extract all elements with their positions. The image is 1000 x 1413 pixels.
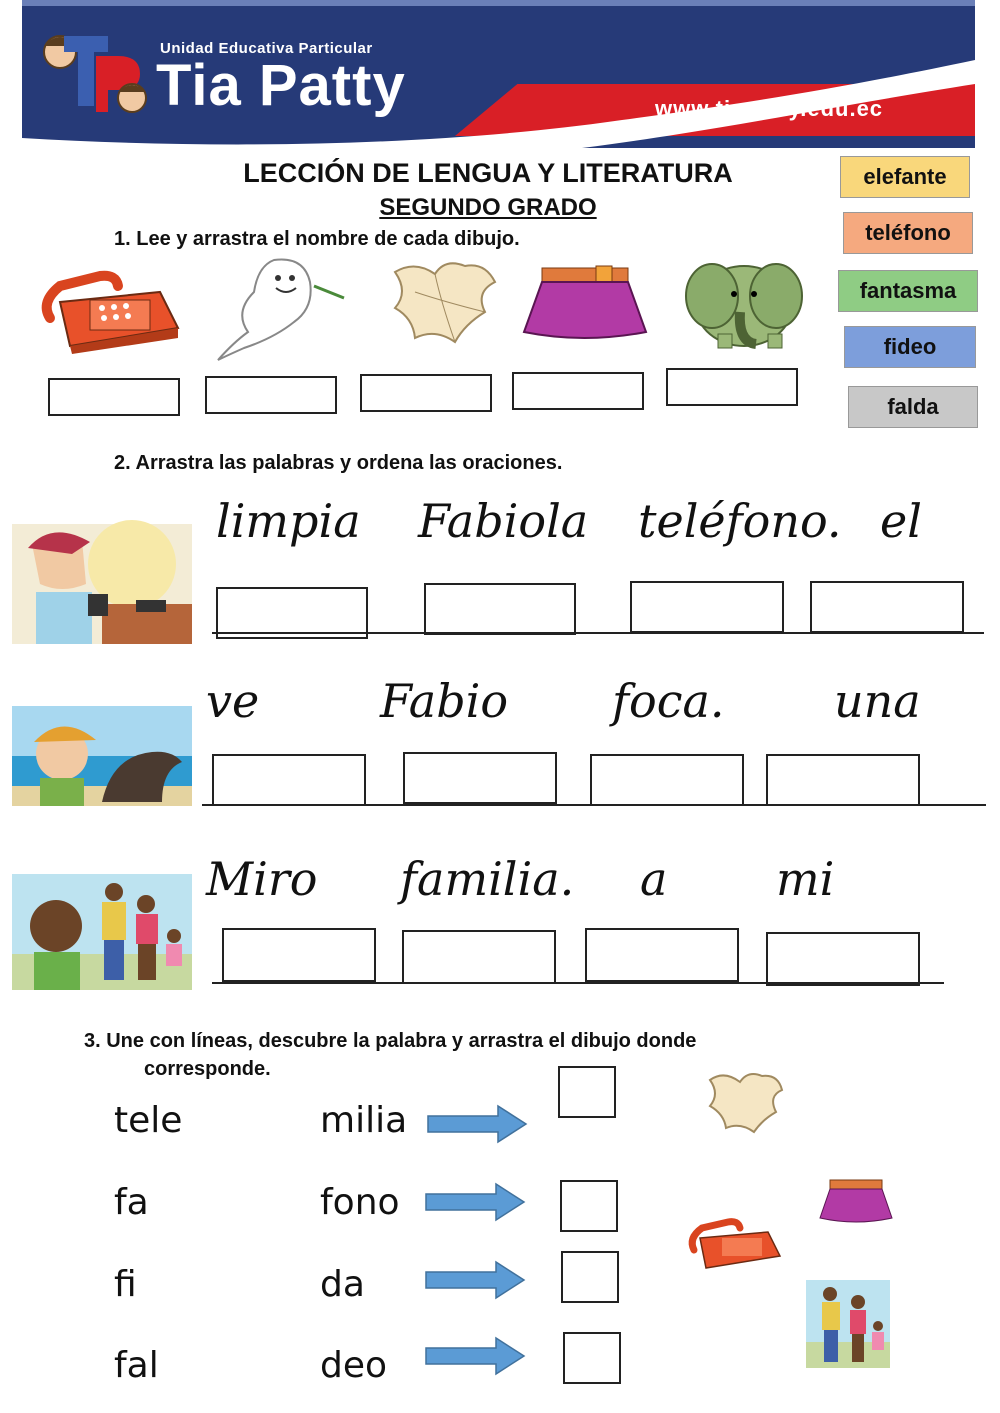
ghost-picture[interactable]: [214, 252, 354, 362]
right-syllable-1[interactable]: milia: [320, 1100, 408, 1141]
sentence3-word4: mi: [776, 852, 835, 906]
drop-box-3[interactable]: [561, 1251, 619, 1303]
sentence1-word3: teléfono.: [638, 494, 842, 548]
sentence1-box4[interactable]: [810, 581, 964, 633]
arrow-icon: [426, 1336, 526, 1376]
sentence2-box2[interactable]: [403, 752, 557, 804]
answer-box-ghost[interactable]: [205, 376, 337, 414]
drag-family-picture[interactable]: [806, 1280, 890, 1368]
sentence2-word3: foca.: [612, 674, 725, 728]
sentence3-box1[interactable]: [222, 928, 376, 982]
sentence1-word4: el: [880, 494, 922, 548]
section3-instruction-cont: corresponde.: [144, 1058, 271, 1080]
sentence3-word2: familia.: [400, 852, 575, 906]
drag-telephone-picture[interactable]: [688, 1218, 782, 1270]
right-syllable-3[interactable]: da: [320, 1264, 365, 1305]
sentence3-box3[interactable]: [585, 928, 739, 982]
sentence2-box4[interactable]: [766, 754, 920, 806]
arrow-icon: [426, 1260, 526, 1300]
school-logo: [36, 26, 156, 116]
word-tile-fantasma[interactable]: fantasma: [838, 270, 978, 312]
drop-box-1[interactable]: [558, 1066, 616, 1118]
arrow-icon: [426, 1182, 526, 1222]
drop-box-4[interactable]: [563, 1332, 621, 1384]
sentence1-box2[interactable]: [424, 583, 576, 635]
left-syllable-3[interactable]: fi: [114, 1264, 137, 1305]
sentence1-word1: limpia: [216, 494, 361, 548]
section2-instruction: 2. Arrastra las palabras y ordena las oraciones.: [114, 452, 563, 474]
family-picture: [12, 874, 192, 990]
drag-pasta-picture[interactable]: [704, 1066, 784, 1136]
arrow-icon: [428, 1104, 528, 1144]
pasta-picture[interactable]: [385, 252, 505, 347]
left-syllable-4[interactable]: fal: [114, 1345, 159, 1386]
right-syllable-4[interactable]: deo: [320, 1345, 388, 1386]
skirt-picture[interactable]: [522, 262, 648, 342]
word-tile-telefono[interactable]: teléfono: [843, 212, 973, 254]
sentence3-box2[interactable]: [402, 930, 556, 984]
sentence2-word1: ve: [206, 674, 260, 728]
sentence2-word4: una: [834, 674, 921, 728]
sentence2-line: [202, 804, 986, 806]
answer-box-telephone[interactable]: [48, 378, 180, 416]
page-title: LECCIÓN DE LENGUA Y LITERATURA: [243, 158, 733, 188]
sentence1-line: [212, 632, 984, 634]
answer-box-pasta[interactable]: [360, 374, 492, 412]
school-url[interactable]: www.tiapatty.edu.ec: [655, 96, 884, 121]
right-syllable-2[interactable]: fono: [320, 1182, 400, 1223]
sentence3-line: [212, 982, 944, 984]
girl-cleaning-phone-picture: [12, 524, 192, 644]
word-tile-fideo[interactable]: fideo: [844, 326, 976, 368]
school-name: Tia Patty: [156, 53, 406, 118]
boy-with-seal-picture: [12, 706, 192, 806]
sentence3-word3: a: [640, 852, 668, 906]
sentence3-box4[interactable]: [766, 932, 920, 986]
school-type: Unidad Educativa Particular: [160, 40, 373, 57]
answer-box-skirt[interactable]: [512, 372, 644, 410]
sentence1-box3[interactable]: [630, 581, 784, 633]
elephant-picture[interactable]: [678, 252, 808, 352]
word-tile-falda[interactable]: falda: [848, 386, 978, 428]
left-syllable-2[interactable]: fa: [114, 1182, 149, 1223]
sentence2-box1[interactable]: [212, 754, 366, 806]
sentence2-box3[interactable]: [590, 754, 744, 806]
sentence1-word2: Fabiola: [418, 494, 589, 548]
answer-box-elephant[interactable]: [666, 368, 798, 406]
word-tile-elefante[interactable]: elefante: [840, 156, 970, 198]
sentence2-word2: Fabio: [380, 674, 509, 728]
drag-skirt-picture[interactable]: [818, 1178, 894, 1224]
left-syllable-1[interactable]: tele: [114, 1100, 183, 1141]
drop-box-2[interactable]: [560, 1180, 618, 1232]
section3-instruction: 3. Une con líneas, descubre la palabra y arrastra el dibujo donde: [84, 1030, 697, 1052]
telephone-picture[interactable]: [40, 272, 180, 352]
section1-instruction: 1. Lee y arrastra el nombre de cada dibujo.: [114, 228, 520, 250]
page-subtitle: SEGUNDO GRADO: [379, 194, 597, 221]
sentence3-word1: Miro: [206, 852, 318, 906]
